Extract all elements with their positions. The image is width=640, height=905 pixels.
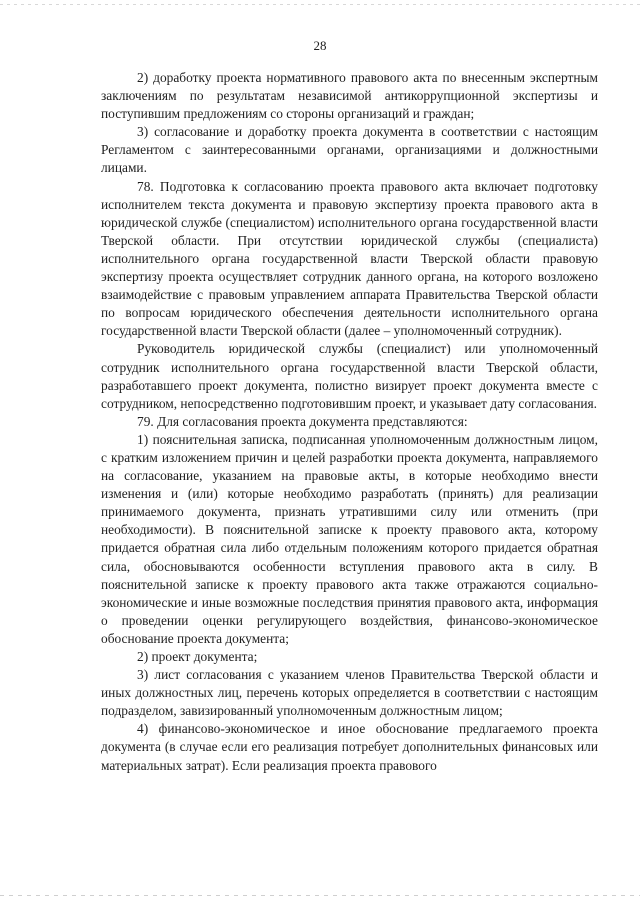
paragraph-79: 79. Для согласования проекта документа представляются: [137, 413, 468, 429]
document-body [101, 69, 598, 775]
paragraph-79-item-1: 1) пояснительная записка, подписанная уполномоченным должностным лицом, с кратким изложением причин и целей разработки проекта документа, направляемого на согласование, указанием на правовые акты, в которые необходимо внести изменения и (или) которые необходимо разработать (принять) для реализации принимаемого документа, признать утратившими силу или отменить (при необходимости). В пояснительной записке к проекту правового акта, которому придается обратная сила либо отдельным положениям которого придается обратная сила, обосновываются особенности вступления правового акта в силу. В пояснительной записке к проекту правового акта также отражаются социально-экономические и иные возможные последствия принятия правового акта, информация о проведении оценки регулирующего воздействия, финансово-экономическое обоснование проекта документа; [101, 431, 598, 646]
paragraph-78: 78. Подготовка к согласованию проекта правового акта включает подготовку исполнителем текста документа и правовую экспертизу проекта правового акта в юридической службе (специалистом) исполнительного органа государственной власти Тверской области. При отсутствии юридической службы (специалиста) исполнительного органа государственной власти Тверской области правовую экспертизу проекта осуществляет сотрудник данного органа, на которого возложено взаимодействие с правовым управлением аппарата Правительства Тверской области по вопросам юридического обеспечения деятельности исполнительного органа государственной власти Тверской области (далее – уполномоченный сотрудник). [101, 178, 598, 339]
page-number: 28 [313, 38, 327, 53]
paragraph-79-item-3: 3) лист согласования с указанием членов Правительства Тверской области и иных должностных лиц, перечень которых определяется в соответствии с настоящим подразделом, завизированный уполномоченным должностным лицом; [101, 667, 598, 719]
scan-edge-bottom [0, 895, 640, 896]
paragraph-78-continued: Руководитель юридической службы (специалист) или уполномоченный сотрудник исполнительного органа государственной власти Тверской области, разработавшего проект документа, полистно визирует проект документа вместе с сотрудником, непосредственно подготовившим проект, и указывает дату согласования. [101, 341, 598, 411]
paragraph-79-item-2: 2) проект документа; [137, 649, 258, 664]
scan-edge-top [0, 4, 640, 5]
paragraph-item-2: 2) доработку проекта нормативного правового акта по внесенным экспертным заключениям по результатам независимой антикоррупционной экспертизы и поступившим предложениям со стороны организаций и граждан; [101, 70, 598, 122]
paragraph-item-3: 3) согласование и доработку проекта документа в соответствии с настоящим Регламентом с заинтересованными органами, организациями и должностными лицами. [101, 124, 598, 176]
paragraph-79-item-4: 4) финансово-экономическое и иное обоснование предлагаемого проекта документа (в случае если его реализация потребует дополнительных финансовых или материальных затрат). Если реализация проекта правового [101, 721, 598, 773]
